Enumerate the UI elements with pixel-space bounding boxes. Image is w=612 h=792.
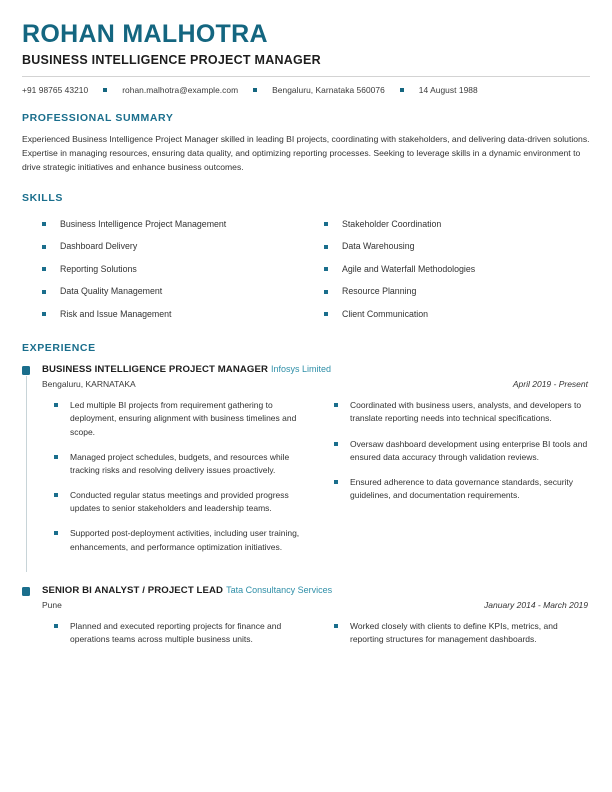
square-bullet-icon (54, 531, 58, 535)
section-skills (22, 192, 590, 326)
skills-grid (22, 213, 590, 326)
skill-label: Data Quality Management (60, 286, 163, 297)
experience-bullet (54, 451, 310, 477)
contact-row (22, 85, 590, 95)
experience-bullets-left (54, 399, 310, 566)
skill-item (42, 235, 308, 258)
experience-bullet (334, 438, 590, 464)
skill-label: Resource Planning (342, 286, 417, 297)
experience-bullet (54, 489, 310, 515)
square-bullet-icon (324, 267, 328, 271)
experience-bullet (334, 476, 590, 502)
square-bullet-icon (324, 245, 328, 249)
square-bullet-icon (324, 222, 328, 226)
square-bullet-icon (334, 403, 338, 407)
experience-bullet-text: Worked closely with clients to define KPIs, metrics, and reporting structures for management dashboards. (350, 620, 558, 644)
contact-separator-icon (103, 88, 107, 92)
square-bullet-icon (54, 455, 58, 459)
experience-entry (22, 363, 590, 565)
skill-item (42, 258, 308, 281)
experience-bullet (54, 399, 310, 439)
skill-item (324, 258, 590, 281)
skill-label: Business Intelligence Project Management (60, 218, 227, 229)
square-bullet-icon (54, 624, 58, 628)
experience-bullet (334, 399, 590, 425)
experience-company: Infosys Limited (270, 364, 332, 375)
square-bullet-icon (324, 312, 328, 316)
timeline-line (26, 376, 27, 571)
timeline-marker-icon (22, 366, 30, 375)
square-bullet-icon (324, 290, 328, 294)
experience-bullet-text: Managed project schedules, budgets, and resources while tracking risks and resolving delivery issues proactively. (70, 451, 290, 475)
square-bullet-icon (54, 493, 58, 497)
contact-location: Bengaluru, Karnataka 560076 (272, 85, 385, 95)
header-divider (22, 76, 590, 77)
skill-label: Data Warehousing (342, 241, 415, 252)
square-bullet-icon (334, 480, 338, 484)
experience-heading (42, 363, 590, 377)
skill-item (42, 213, 308, 236)
skill-label: Client Communication (342, 308, 429, 319)
experience-dates: January 2014 - March 2019 (484, 599, 588, 610)
candidate-job-title: BUSINESS INTELLIGENCE PROJECT MANAGER (22, 53, 321, 67)
skill-item (324, 213, 590, 236)
square-bullet-icon (42, 267, 46, 271)
experience-bullet-text: Planned and executed reporting projects for finance and operations teams across multiple business units. (70, 620, 282, 644)
experience-heading (42, 584, 590, 598)
experience-meta (42, 600, 590, 610)
experience-bullet-text: Conducted regular status meetings and provided progress updates to senior stakeholders and leadership teams. (70, 490, 289, 514)
experience-entry (22, 584, 590, 658)
contact-birthdate: 14 August 1988 (418, 85, 478, 95)
experience-meta (42, 379, 590, 389)
skill-label: Dashboard Delivery (60, 241, 138, 252)
candidate-name: ROHAN MALHOTRA (22, 20, 268, 48)
experience-bullet-text: Coordinated with business users, analysts, and developers to translate reporting needs into technical specifications. (350, 400, 582, 424)
experience-bullet-text: Ensured adherence to data governance standards, security guidelines, and documentation requirements. (350, 476, 574, 501)
experience-bullets-right (334, 620, 590, 658)
skill-label: Agile and Waterfall Methodologies (342, 263, 476, 274)
experience-bullet-text: Led multiple BI projects from requirement gathering to deployment, ensuring alignment with business timelines and scope. (70, 400, 297, 437)
skill-item (324, 235, 590, 258)
experience-bullet (54, 527, 310, 553)
skill-item (324, 303, 590, 326)
square-bullet-icon (42, 290, 46, 294)
square-bullet-icon (42, 245, 46, 249)
contact-separator-icon (253, 88, 257, 92)
experience-dates: April 2019 - Present (512, 379, 588, 390)
skill-item (42, 280, 308, 303)
skill-item (324, 280, 590, 303)
contact-separator-icon (400, 88, 404, 92)
experience-bullets-left (54, 620, 310, 658)
experience-bullet-text: Oversaw dashboard development using enterprise BI tools and ensured data accuracy through validation reviews. (350, 438, 588, 462)
square-bullet-icon (42, 312, 46, 316)
experience-role: BUSINESS INTELLIGENCE PROJECT MANAGER (42, 364, 268, 376)
contact-phone: +91 98765 43210 (22, 85, 89, 95)
timeline-marker-icon (22, 587, 30, 596)
skill-label: Risk and Issue Management (60, 308, 172, 319)
skill-label: Reporting Solutions (60, 263, 137, 274)
summary-text: Experienced Business Intelligence Project Manager skilled in leading BI projects, coordinating with stakeholders, and delivering data-driven solutions. Expertise in managing resources, ensuring data quality, and optimizing reporting processes. Seeking to leverage skills in a dynamic environment to drive strategic initiatives and enhance business outcomes. (22, 134, 590, 172)
section-professional-summary (22, 112, 590, 175)
square-bullet-icon (54, 403, 58, 407)
square-bullet-icon (334, 442, 338, 446)
experience-location: Pune (42, 599, 62, 610)
experience-bullets (42, 399, 590, 566)
section-title-experience: EXPERIENCE (22, 342, 96, 355)
experience-location: Bengaluru, KARNATAKA (42, 379, 136, 390)
section-title-summary: PROFESSIONAL SUMMARY (22, 112, 174, 124)
experience-role: SENIOR BI ANALYST / PROJECT LEAD (42, 584, 224, 596)
skill-label: Stakeholder Coordination (342, 218, 442, 229)
experience-company: Tata Consultancy Services (226, 584, 333, 595)
contact-email[interactable]: rohan.malhotra@example.com (122, 85, 239, 95)
experience-bullet (334, 620, 590, 646)
experience-list (22, 363, 590, 658)
square-bullet-icon (334, 624, 338, 628)
experience-bullets-right (334, 399, 590, 566)
experience-bullet (54, 620, 310, 646)
resume-header (22, 20, 590, 95)
skill-item (42, 303, 308, 326)
experience-bullets (42, 620, 590, 658)
experience-bullet-text: Supported post-deployment activities, including user training, enhancements, and performance optimization initiatives. (70, 528, 300, 552)
section-title-skills: SKILLS (22, 191, 63, 204)
square-bullet-icon (42, 222, 46, 226)
section-experience (22, 342, 590, 658)
